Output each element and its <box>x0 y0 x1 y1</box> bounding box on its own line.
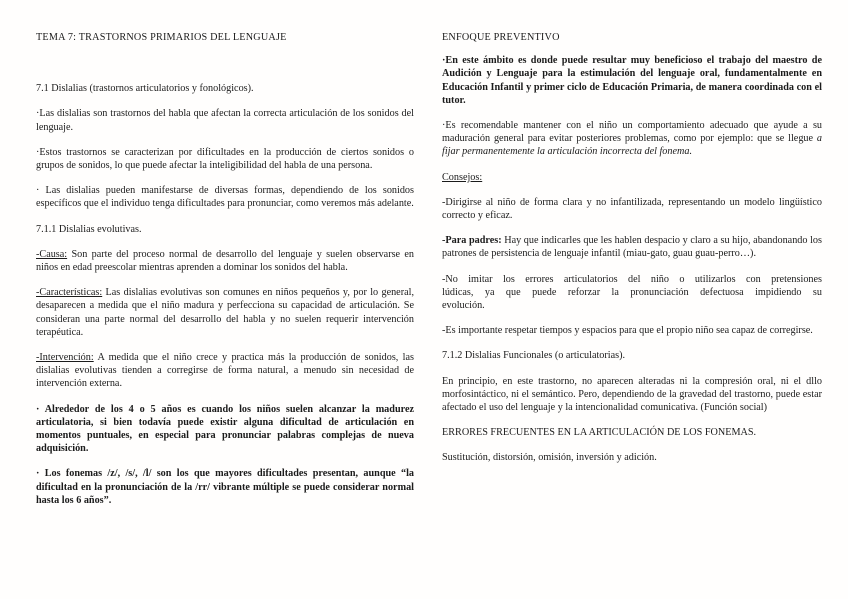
para-padres-label: -Para padres: <box>442 235 502 247</box>
recomendable-italic-text: a fijar permanentemente la articulación incorrecta del fonema. <box>442 133 822 158</box>
paragraph-dislalias-funcionales: En principio, en este trastorno, no aparecen alteradas ni la compresión oral, ni el dllo morfosintáctico, ni el semántico. Pero, dependiendo de la gravedad del trastorno, puede estar afectado el uso del lenguaje y la intencionalidad comunicativa. (Función social) <box>442 375 822 414</box>
consejo-no-imitar: -No imitar los errores articulatorios del niño o utilizarlos con pretensiones lúdicas, ya que puede reforzar la pronunciación defectuosa impidiendo su evolución. <box>442 273 822 312</box>
right-column <box>442 31 822 477</box>
causa-label: -Causa: <box>36 248 68 260</box>
errores-frecuentes-heading: ERRORES FRECUENTES EN LA ARTICULACIÓN DE LOS FONEMAS. <box>442 427 757 439</box>
section-7-1-1-heading: 7.1.1 Dislalias evolutivas. <box>36 223 142 235</box>
recomendable-text: ·Es recomendable mantener con el niño un comportamiento adecuado que ayude a su maduración general para evitar posteriores problemas, como por ejemplo: que se llegue <box>442 120 822 145</box>
causa-text: Son parte del proceso normal de desarrollo del lenguaje y suelen observarse en niños en edad preescolar mientras aprenden a dominar los sonidos del habla. <box>36 248 414 274</box>
intervencion-text: A medida que el niño crece y practica más la producción de sonidos, las dislalias evolutivas tienden a corregirse de forma natural, a menudo sin necesidad de intervención externa. <box>36 352 414 390</box>
intervencion-label: -Intervención: <box>36 352 94 364</box>
paragraph-dislalias-definicion: ·Las dislalias son trastornos del habla que afectan la correcta articulación de los sonidos del lenguaje. <box>36 108 414 133</box>
consejo-respetar-tiempos: -Es importante respetar tiempos y espacios para que el propio niño sea capaz de corregirse. <box>442 325 813 337</box>
consejo-dirigirse: -Dirigirse al niño de forma clara y no infantilizada, representando un modelo lingüístico correcto y eficaz. <box>442 196 822 222</box>
paragraph-recomendable <box>442 119 822 159</box>
paragraph-intervencion <box>36 351 414 391</box>
left-column <box>36 31 414 519</box>
page-title: TEMA 7: TRASTORNOS PRIMARIOS DEL LENGUAJE <box>36 32 287 43</box>
paragraph-manifestacion: · Las dislalias pueden manifestarse de diversas formas, dependiendo de los sonidos específicos que el individuo tenga dificultades para pronunciar, como veremos más adelante. <box>36 185 414 210</box>
paragraph-causa <box>36 248 414 274</box>
section-7-1-2-heading: 7.1.2 Dislalias Funcionales (o articulatorias). <box>442 350 626 362</box>
paragraph-fonemas-dificiles: · Los fonemas /z/, /s/, /l/ son los que mayores dificultades presentan, aunque “la dificultad en la pronunciación de la /rr/ vibrante múltiple se puede considerar normal hasta los 6 años”. <box>36 468 414 506</box>
paragraph-ambito-maestro: ·En este ámbito es donde puede resultar muy beneficioso el trabajo del maestro de Audición y Lenguaje para la estimulación del lenguaje oral, fundamentalmente en Educación Infantil y primer ciclo de Educación Primaria, de manera coordinada con el tutor. <box>442 55 822 106</box>
enfoque-preventivo-heading: ENFOQUE PREVENTIVO <box>442 32 560 43</box>
consejos-heading <box>442 171 822 184</box>
paragraph-caracterizacion: ·Estos trastornos se caracterizan por dificultades en la producción de ciertos sonidos o grupos de sonidos, lo que puede afectar la inteligibilidad del habla de una persona. <box>36 146 414 172</box>
paragraph-caracteristicas <box>36 286 414 339</box>
caracteristicas-text: Las dislalias evolutivas son comunes en niños pequeños y, por lo general, desaparecen a medida que el niño madura y perfecciona su capacidad de articulación. Se consideran una parte normal del desarrollo del habla y no suelen requerir intervención terapéutica. <box>36 287 414 338</box>
para-padres-text: Hay que indicarles que les hablen despacio y claro a su hijo, abandonando los patrones de persistencia de lenguaje infantil (miau-gato, guau guau-perro…). <box>442 235 822 260</box>
consejos-label: Consejos: <box>442 171 483 183</box>
paragraph-madurez-articulatoria: · Alrededor de los 4 o 5 años es cuando los niños suelen alcanzar la madurez articulatoria, si bien todavía puede existir alguna dificultad de articulación en momentos puntuales, en especial para pronunciar palabras complejas de nueva adquisición. <box>36 403 414 455</box>
consejo-para-padres <box>442 234 822 260</box>
errores-lista: Sustitución, distorsión, omisión, inversión y adición. <box>442 452 657 464</box>
caracteristicas-label: -Características: <box>36 287 103 299</box>
section-7-1-heading: 7.1 Dislalias (trastornos articulatorios y fonológicos). <box>36 83 254 95</box>
